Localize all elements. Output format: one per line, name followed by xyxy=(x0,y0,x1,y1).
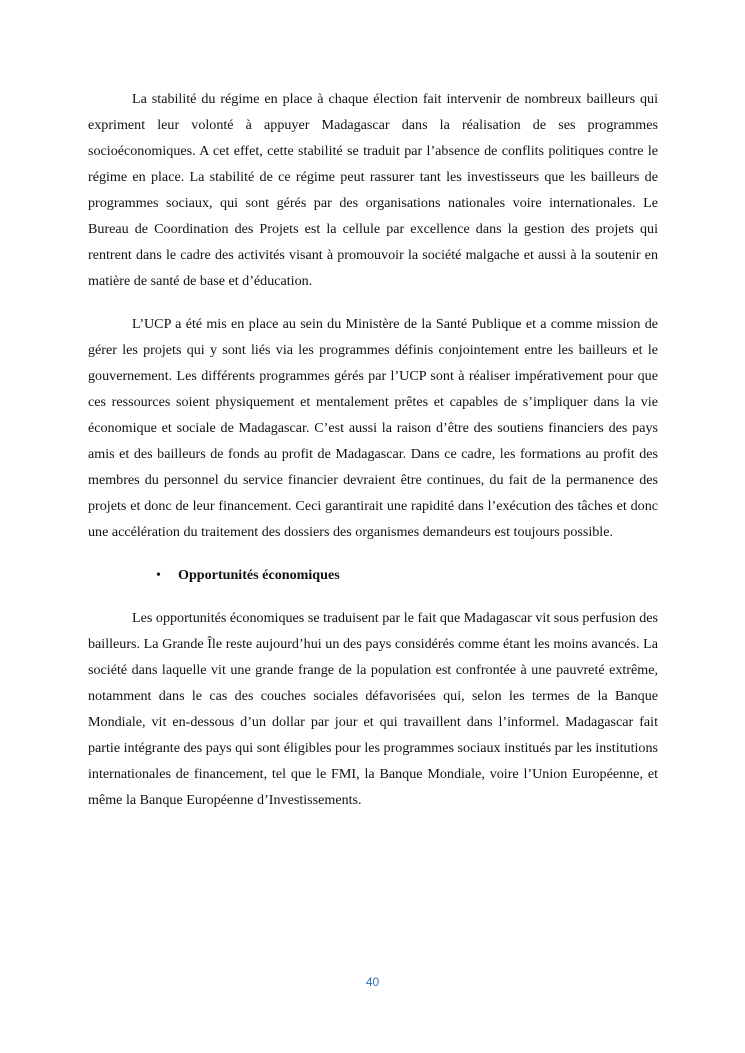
page-number: 40 xyxy=(365,975,380,989)
page-content xyxy=(88,86,658,813)
section-heading-bullet xyxy=(88,562,658,588)
section-heading: Opportunités économiques xyxy=(178,567,340,583)
paragraph-ucp-mission: L’UCP a été mis en place au sein du Ministère de la Santé Publique et a comme mission de gérer les projets qui y sont liés via les programmes définis conjointement entre les bailleurs et le gouvernement. Les différents programmes gérés par l’UCP sont à réaliser impérativement pour que ces ressources soient physiquement et mentalement prêtes et capables de s’impliquer dans la vie économique et sociale de Madagascar. C’est aussi la raison d’être des soutiens financiers des pays amis et des bailleurs de fonds au profit de Madagascar. Dans ce cadre, les formations au profit des membres du personnel du service financier devraient être continues, du fait de la permanence des projets et donc de leur financement. Ceci garantirait une rapidité dans l’exécution des tâches et donc une accélération du traitement des dossiers des organismes demandeurs est toujours possible. xyxy=(88,316,658,540)
bullet-icon: • xyxy=(156,567,161,583)
paragraph-economic-opportunities: Les opportunités économiques se traduisent par le fait que Madagascar vit sous perfusion des bailleurs. La Grande Île reste aujourd’hui un des pays considérés comme étant les moins avancés. La société dans laquelle vit une grande frange de la population est confrontée à une pauvreté extrême, notamment dans le cas des couches sociales défavorisées qui, selon les termes de la Banque Mondiale, vit en-dessous d’un dollar par jour et qui travaillent dans l’informel. Madagascar fait partie intégrante des pays qui sont éligibles pour les programmes sociaux institués par les institutions internationales de financement, tel que le FMI, la Banque Mondiale, voire l’Union Européenne, et même la Banque Européenne d’Investissements. xyxy=(88,610,658,808)
paragraph-stability: La stabilité du régime en place à chaque élection fait intervenir de nombreux bailleurs qui expriment leur volonté à appuyer Madagascar dans la réalisation de ses programmes socioéconomiques. A cet effet, cette stabilité se traduit par l’absence de conflits politiques contre le régime en place. La stabilité de ce régime peut rassurer tant les investisseurs que les bailleurs de programmes sociaux, qui sont gérés par des organisations nationales voire internationales. Le Bureau de Coordination des Projets est la cellule par excellence dans la gestion des projets qui rentrent dans le cadre des activités visant à promouvoir la société malgache et aussi à la soutenir en matière de santé de base et d’éducation. xyxy=(88,91,658,289)
